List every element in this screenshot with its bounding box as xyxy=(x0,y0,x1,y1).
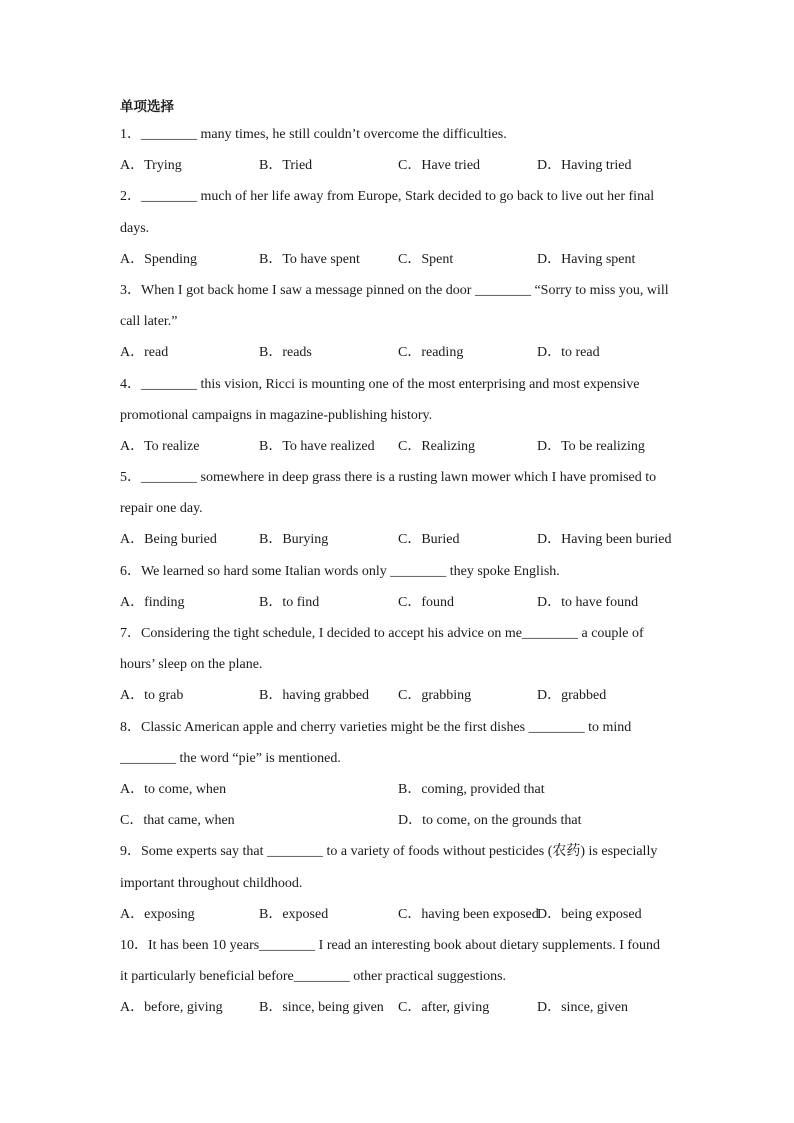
option-c[interactable]: C．that came, when xyxy=(120,813,235,829)
question-2 xyxy=(120,181,700,275)
option-c[interactable]: C．having been exposed xyxy=(398,906,539,922)
option-a[interactable]: A．read xyxy=(120,345,169,361)
option-d[interactable]: D．being exposed xyxy=(537,906,642,922)
question-text-line: 4．________ this vision, Ricci is mounting one of the most enterprising and most expensive xyxy=(120,376,640,392)
options-row xyxy=(120,337,700,368)
options-row xyxy=(120,774,700,805)
options-row xyxy=(120,805,700,836)
question-text-line: 7．Considering the tight schedule, I decided to accept his advice on me________ a couple of xyxy=(120,626,644,641)
question-8 xyxy=(120,712,700,837)
option-a[interactable]: A．finding xyxy=(120,594,185,610)
options-row xyxy=(120,244,700,275)
section-heading: 单项选择 xyxy=(120,99,174,115)
question-list xyxy=(120,119,700,1023)
option-a[interactable]: A．Trying xyxy=(120,158,182,174)
option-d[interactable]: D．to come, on the grounds that xyxy=(398,813,582,829)
option-c[interactable]: C．reading xyxy=(398,345,464,361)
option-d[interactable]: D．to have found xyxy=(537,594,639,610)
question-text-line: promotional campaigns in magazine-publishing history. xyxy=(120,407,433,423)
question-1 xyxy=(120,119,700,181)
option-a[interactable]: A．To realize xyxy=(120,438,200,454)
option-b[interactable]: B．having grabbed xyxy=(259,688,370,704)
question-9 xyxy=(120,836,700,930)
question-text-line: days. xyxy=(120,220,150,236)
option-b[interactable]: B．coming, provided that xyxy=(398,781,545,797)
option-c[interactable]: C．after, giving xyxy=(398,1000,490,1016)
option-c[interactable]: C．Have tried xyxy=(398,158,481,174)
option-b[interactable]: B．To have realized xyxy=(259,438,375,454)
option-c[interactable]: C．Buried xyxy=(398,532,460,548)
option-a[interactable]: A．before, giving xyxy=(120,1000,223,1016)
question-5 xyxy=(120,462,700,556)
option-b[interactable]: B．reads xyxy=(259,345,312,361)
question-10 xyxy=(120,930,700,1024)
question-text-line: 10．It has been 10 years________ I read an interesting book about dietary supplements. I found xyxy=(120,937,661,953)
option-d[interactable]: D．Having spent xyxy=(537,251,636,267)
options-row xyxy=(120,680,700,711)
options-row xyxy=(120,431,700,462)
question-text-line: 5．________ somewhere in deep grass there is a rusting lawn mower which I have promised to xyxy=(120,470,657,486)
option-c[interactable]: C．found xyxy=(398,594,454,610)
option-d[interactable]: D．To be realizing xyxy=(537,438,645,454)
question-text-line: hours’ sleep on the plane. xyxy=(120,657,263,673)
question-text-line: repair one day. xyxy=(120,501,203,517)
option-b[interactable]: B．exposed xyxy=(259,906,329,922)
option-b[interactable]: B．Burying xyxy=(259,532,329,548)
option-b[interactable]: B．to find xyxy=(259,594,320,610)
option-d[interactable]: D．Having been buried xyxy=(537,532,672,548)
options-row xyxy=(120,150,700,181)
question-text-line: 3．When I got back home I saw a message pinned on the door ________ “Sorry to miss you, will xyxy=(120,282,669,298)
question-4 xyxy=(120,369,700,463)
question-text-line: 9．Some experts say that ________ to a variety of foods without pesticides (农药) is especially xyxy=(120,844,658,860)
option-c[interactable]: C．Realizing xyxy=(398,438,475,454)
question-3 xyxy=(120,275,700,369)
question-text-line: it particularly beneficial before________ other practical suggestions. xyxy=(120,969,507,985)
question-text-line: 6．We learned so hard some Italian words only ________ they spoke English. xyxy=(120,563,560,579)
option-d[interactable]: D．to read xyxy=(537,345,600,361)
option-a[interactable]: A．to come, when xyxy=(120,781,227,797)
question-text-line: 2．________ much of her life away from Europe, Stark decided to go back to live out her final xyxy=(120,189,655,205)
option-b[interactable]: B．since, being given xyxy=(259,1000,384,1016)
question-text-line: call later.” xyxy=(120,314,178,330)
option-d[interactable]: D．grabbed xyxy=(537,688,607,704)
options-row xyxy=(120,992,700,1023)
option-b[interactable]: B．Tried xyxy=(259,158,313,174)
question-text-line: ________ the word “pie” is mentioned. xyxy=(120,750,341,766)
options-row xyxy=(120,524,700,555)
option-a[interactable]: A．to grab xyxy=(120,688,184,704)
option-c[interactable]: C．Spent xyxy=(398,251,454,267)
option-a[interactable]: A．Spending xyxy=(120,251,197,267)
question-text-line: 8．Classic American apple and cherry varieties might be the first dishes ________ to mind xyxy=(120,719,632,735)
question-text-line: 1．________ many times, he still couldn’t overcome the difficulties. xyxy=(120,127,507,142)
option-c[interactable]: C．grabbing xyxy=(398,688,472,704)
option-d[interactable]: D．Having tried xyxy=(537,158,632,174)
option-a[interactable]: A．Being buried xyxy=(120,532,217,548)
question-text-line: important throughout childhood. xyxy=(120,875,303,891)
options-row xyxy=(120,587,700,618)
question-6 xyxy=(120,556,700,618)
option-b[interactable]: B．To have spent xyxy=(259,251,360,267)
question-7 xyxy=(120,618,700,712)
options-row xyxy=(120,899,700,930)
document-page xyxy=(120,96,700,1023)
option-d[interactable]: D．since, given xyxy=(537,1000,628,1016)
option-a[interactable]: A．exposing xyxy=(120,906,195,922)
